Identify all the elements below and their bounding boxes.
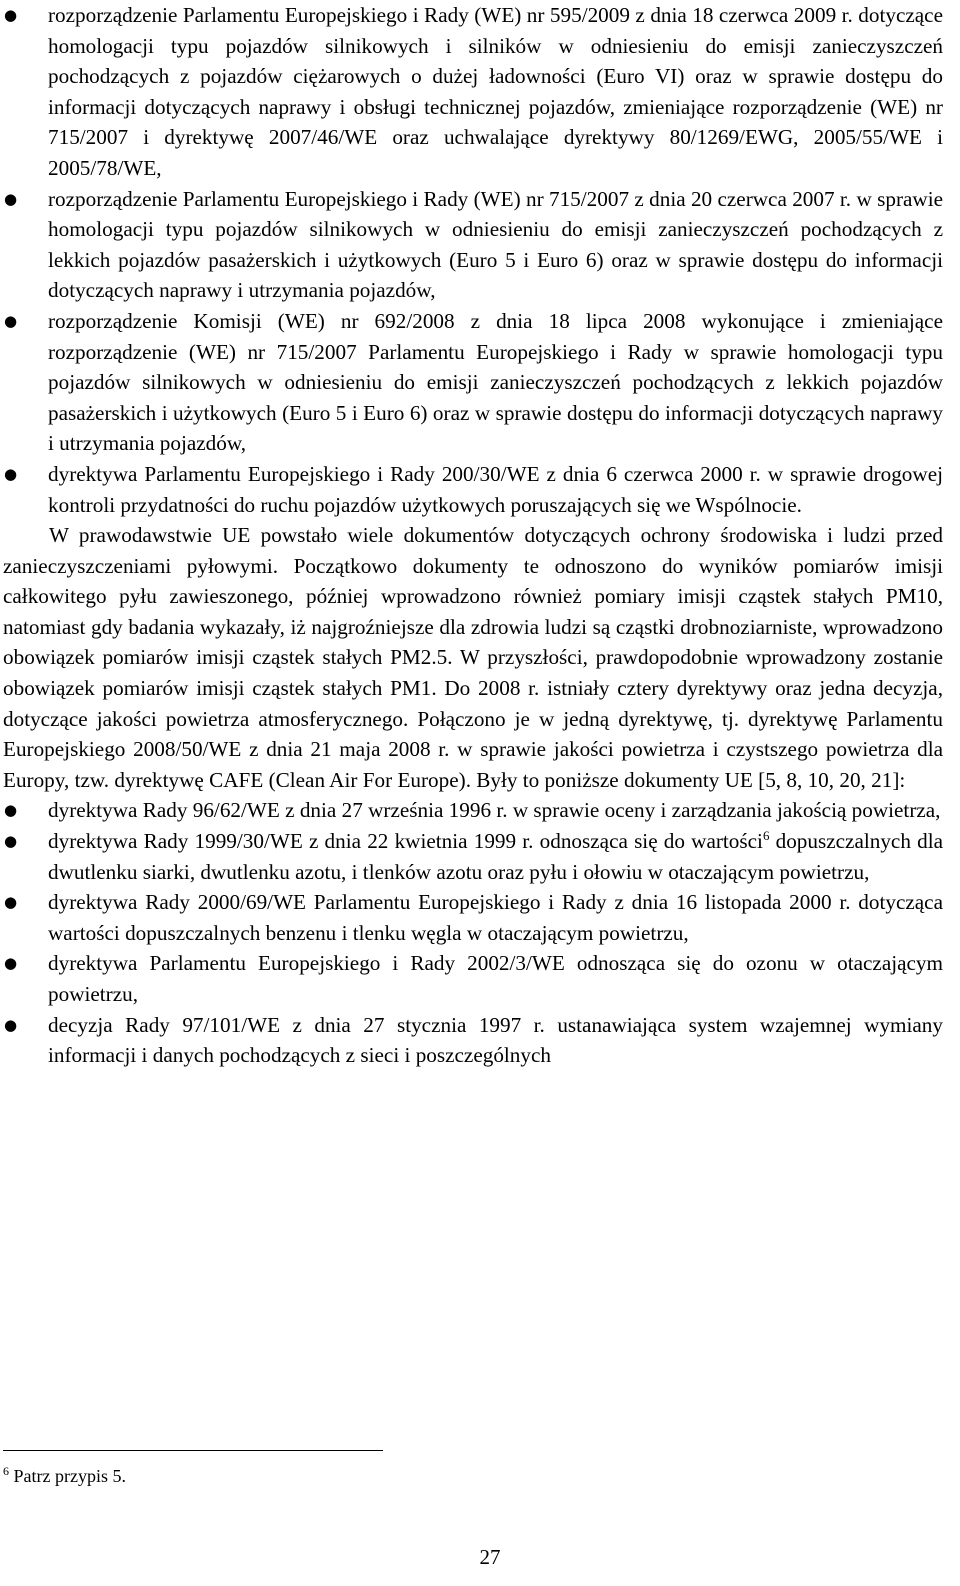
footnote-reference[interactable]: 6 (762, 828, 770, 844)
footnote-number: 6 (3, 1464, 9, 1478)
list-item-text: dyrektywa Rady 96/62/WE z dnia 27 września 1996 r. w sprawie oceny i zarządzania jakością powietrza, (48, 798, 941, 823)
footnote-text: Patrz przypis 5. (9, 1466, 126, 1486)
page-body (3, 0, 943, 1071)
footnote (3, 1464, 126, 1488)
regulations-list (3, 0, 943, 520)
list-item (3, 948, 943, 1009)
list-item (3, 887, 943, 948)
list-item-text: rozporządzenie Parlamentu Europejskiego i Rady (WE) nr 715/2007 z dnia 20 czerwca 2007 r. w sprawie homologacji typu pojazdów silnikowych w odniesieniu do emisji zanieczyszczeń pochodzących z lekkich pojazdów pasażerskich i użytkowych (Euro 5 i Euro 6) oraz w sprawie dostępu do informacji dotyczących naprawy i utrzymania pojazdów, (48, 186, 943, 303)
bullet-icon: ● (4, 464, 18, 483)
bullet-icon: ● (4, 893, 18, 912)
list-item (3, 0, 943, 184)
bullet-icon: ● (4, 1015, 18, 1034)
list-item-text: dyrektywa Parlamentu Europejskiego i Rady 200/30/WE z dnia 6 czerwca 2000 r. w sprawie drogowej kontroli przydatności do ruchu pojazdów użytkowych poruszających się we Wspólnocie. (48, 461, 943, 517)
bullet-icon: ● (4, 6, 18, 24)
page-number: 27 (479, 1545, 501, 1569)
list-item (3, 826, 943, 887)
list-item-text: dyrektywa Rady 1999/30/WE z dnia 22 kwietnia 1999 r. odnosząca się do wartości (48, 829, 763, 854)
list-item (3, 184, 943, 306)
list-item-text: dyrektywa Rady 2000/69/WE Parlamentu Europejskiego i Rady z dnia 16 listopada 2000 r. dotycząca wartości dopuszczalnych benzenu i tlenku węgla w otaczającym powietrzu, (48, 890, 943, 945)
footnote-separator (3, 1450, 383, 1451)
list-item-text: dyrektywa Parlamentu Europejskiego i Rady 2002/3/WE odnosząca się do ozonu w otaczającym powietrzu, (48, 951, 943, 1006)
list-item-text: decyzja Rady 97/101/WE z dnia 27 stycznia 1997 r. ustanawiająca system wzajemnej wymiany informacji i danych pochodzących z sieci i poszczególnych (48, 1012, 943, 1068)
bullet-icon: ● (4, 311, 18, 330)
bullet-icon: ● (4, 801, 18, 820)
list-item (3, 1010, 943, 1071)
bullet-icon: ● (4, 189, 18, 208)
bullet-icon: ● (4, 954, 18, 973)
list-item (3, 795, 943, 826)
bullet-icon: ● (4, 832, 18, 851)
list-item (3, 459, 943, 520)
body-paragraph: W prawodawstwie UE powstało wiele dokumentów dotyczących ochrony środowiska i ludzi przed zanieczyszczeniami pyłowymi. Początkowo dokumenty te odnoszono do wyników pomiarów imisji całkowitego pyłu zawieszonego, później wprowadzono również pomiary imisji cząstek stałych PM10, natomiast gdy badania wykazały, iż najgroźniejsze dla zdrowia ludzi są cząstki drobnoziarniste, wprowadzono obowiązek pomiarów imisji cząstek stałych PM2.5. W przyszłości, prawdopodobnie wprowadzony zostanie obowiązek pomiarów imisji cząstek stałych PM1. Do 2008 r. istniały cztery dyrektywy oraz jedna decyzja, dotyczące jakości powietrza atmosferycznego. Połączono je w jedną dyrektywę, tj. dyrektywę Parlamentu Europejskiego 2008/50/WE z dnia 21 maja 2008 r. w sprawie jakości powietrza i czystszego powietrza dla Europy, tzw. dyrektywę CAFE (Clean Air For Europe). Były to poniższe dokumenty UE [5, 8, 10, 20, 21]: (3, 523, 943, 792)
list-item (3, 306, 943, 459)
list-item-text-continued: dopuszczalnych dla dwutlenku siarki, dwutlenku azotu, i tlenków azotu oraz pyłu i ołowiu w otaczającym powietrzu, (48, 829, 943, 884)
directives-list (3, 795, 943, 1070)
list-item-text: rozporządzenie Parlamentu Europejskiego i Rady (WE) nr 595/2009 z dnia 18 czerwca 2009 r. dotyczące homologacji typu pojazdów silnikowych i silników w odniesieniu do emisji zanieczyszczeń pochodzących z pojazdów ciężarowych o dużej ładowności (Euro VI) oraz w sprawie dostępu do informacji dotyczących naprawy i obsługi technicznej pojazdów, zmieniające rozporządzenie (WE) nr 715/2007 i dyrektywę 2007/46/WE oraz uchwalające dyrektywy 80/1269/EWG, 2005/55/WE i 2005/78/WE, (48, 3, 943, 180)
list-item-text: rozporządzenie Komisji (WE) nr 692/2008 z dnia 18 lipca 2008 wykonujące i zmieniające rozporządzenie (WE) nr 715/2007 Parlamentu Europejskiego i Rady w sprawie homologacji typu pojazdów silnikowych w odniesieniu do emisji zanieczyszczeń pochodzących z lekkich pojazdów pasażerskich i użytkowych (Euro 5 i Euro 6) oraz w sprawie dostępu do informacji dotyczących naprawy i utrzymania pojazdów, (48, 308, 943, 456)
